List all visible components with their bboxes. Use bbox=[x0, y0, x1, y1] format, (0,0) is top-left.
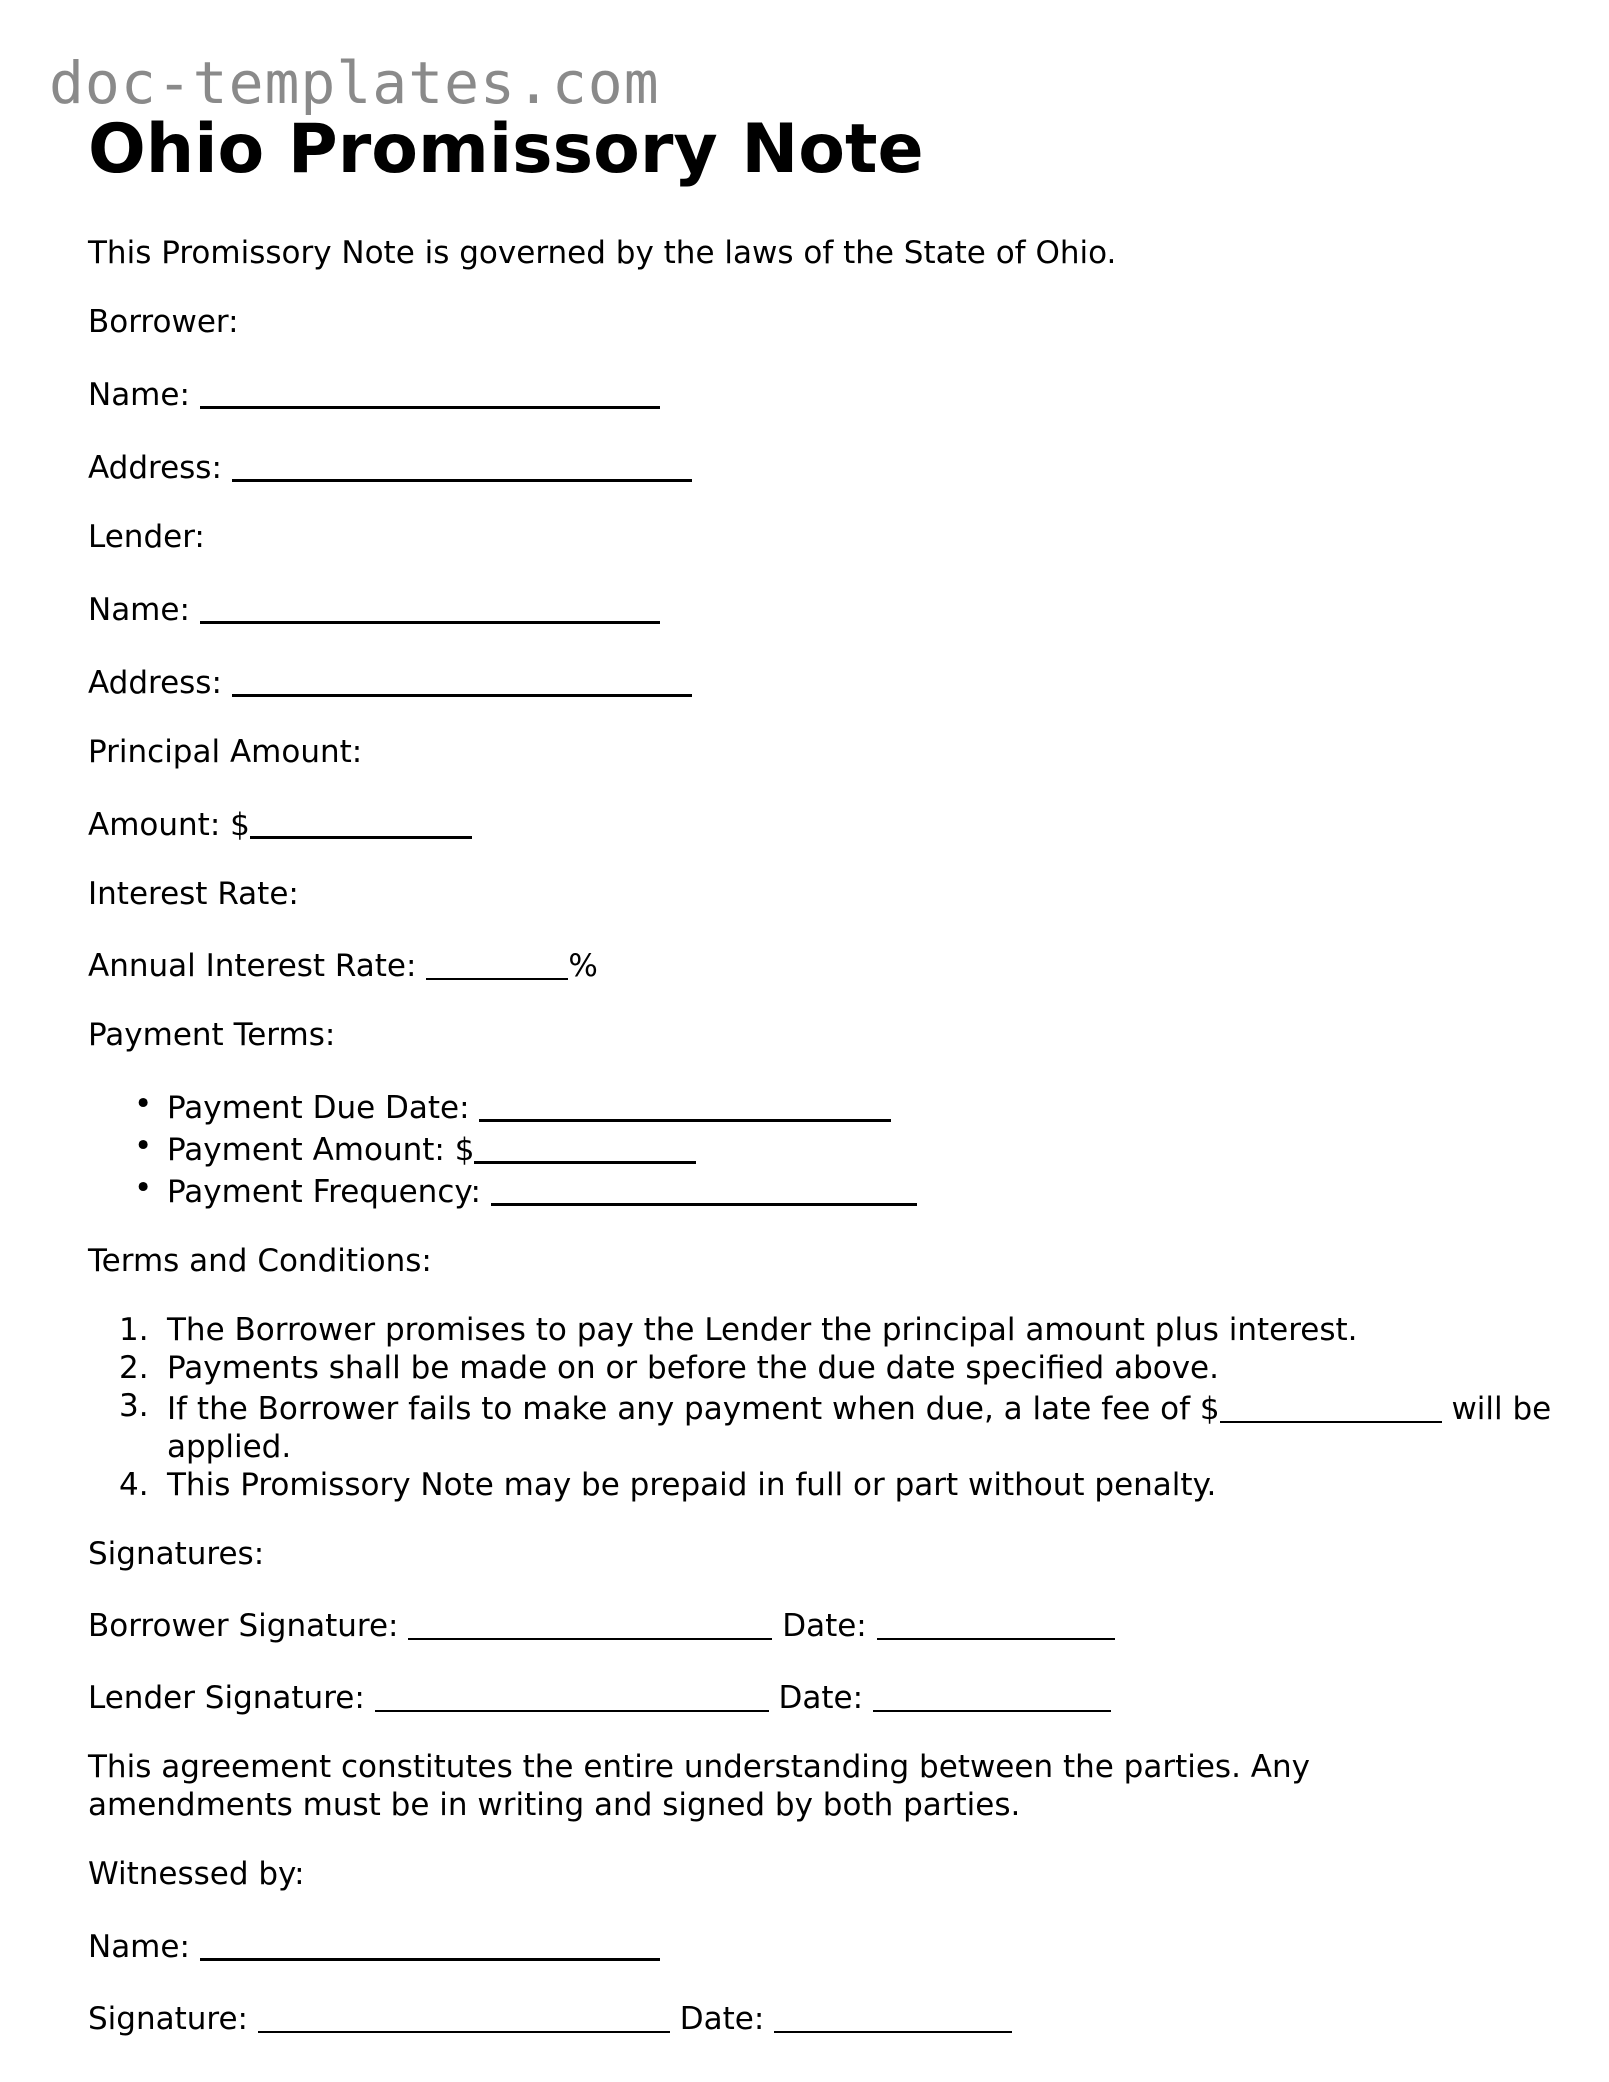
witness-signature-row bbox=[88, 1997, 1528, 2038]
borrower-name-label: Name: bbox=[88, 377, 190, 413]
borrower-date-field[interactable] bbox=[877, 1608, 1115, 1640]
lender-date-label: Date: bbox=[778, 1680, 864, 1716]
document bbox=[88, 108, 1552, 2038]
payment-frequency-label: Payment Frequency: bbox=[167, 1174, 481, 1210]
term-text-before: If the Borrower fails to make any payment when due, a late fee of $ bbox=[167, 1391, 1220, 1427]
agreement-text: This agreement constitutes the entire understanding between the parties. Any amendments must be in writing and signed by both parties. bbox=[88, 1749, 1310, 1823]
interest-heading: Interest Rate: bbox=[88, 876, 299, 912]
witness-heading: Witnessed by: bbox=[88, 1856, 305, 1892]
interest-rate-field[interactable] bbox=[426, 948, 568, 980]
lender-name-label: Name: bbox=[88, 592, 190, 628]
term-text: Payments shall be made on or before the due date specified above. bbox=[167, 1350, 1219, 1386]
lender-address-label: Address: bbox=[88, 665, 222, 701]
bullet: • bbox=[134, 1086, 153, 1122]
item-number: 2. bbox=[119, 1350, 149, 1386]
borrower-address-label: Address: bbox=[88, 450, 222, 486]
lender-address-field[interactable] bbox=[232, 664, 692, 697]
borrower-address-field[interactable] bbox=[232, 449, 692, 482]
list-item bbox=[119, 1311, 1528, 1349]
borrower-signature-field[interactable] bbox=[408, 1608, 772, 1640]
lender-name-row bbox=[88, 587, 1528, 629]
list-item bbox=[134, 1085, 1528, 1127]
payment-due-date-field[interactable] bbox=[479, 1089, 891, 1122]
borrower-signature-row bbox=[88, 1604, 1528, 1645]
witness-name-field[interactable] bbox=[200, 1928, 660, 1961]
term-text-after: will be applied. bbox=[167, 1391, 1552, 1465]
lender-address-row bbox=[88, 660, 1528, 702]
intro-text: This Promissory Note is governed by the laws of the State of Ohio. bbox=[88, 235, 1117, 271]
list-item bbox=[119, 1466, 1528, 1504]
payment-heading: Payment Terms: bbox=[88, 1017, 336, 1053]
witness-signature-field[interactable] bbox=[258, 2001, 670, 2033]
item-number: 3. bbox=[119, 1388, 149, 1424]
payment-amount-label: Payment Amount: $ bbox=[167, 1132, 475, 1168]
signatures-heading: Signatures: bbox=[88, 1536, 265, 1572]
page-title: Ohio Promissory Note bbox=[88, 110, 924, 189]
term-text: The Borrower promises to pay the Lender the principal amount plus interest. bbox=[167, 1312, 1358, 1348]
borrower-name-field[interactable] bbox=[200, 376, 660, 409]
lender-signature-field[interactable] bbox=[375, 1680, 769, 1712]
borrower-name-row bbox=[88, 372, 1528, 414]
item-number: 4. bbox=[119, 1467, 149, 1503]
principal-heading: Principal Amount: bbox=[88, 734, 363, 770]
payment-due-date-label: Payment Due Date: bbox=[167, 1090, 470, 1126]
percent-sign: % bbox=[568, 948, 598, 984]
borrower-date-label: Date: bbox=[782, 1608, 867, 1644]
list-item bbox=[119, 1349, 1528, 1387]
borrower-address-row bbox=[88, 445, 1528, 487]
principal-amount-field[interactable] bbox=[250, 806, 472, 839]
witness-date-field[interactable] bbox=[774, 2001, 1012, 2033]
witness-name-label: Name: bbox=[88, 1929, 190, 1965]
borrower-heading: Borrower: bbox=[88, 304, 239, 340]
lender-signature-label: Lender Signature: bbox=[88, 1680, 365, 1716]
witness-date-label: Date: bbox=[679, 2001, 765, 2037]
lender-signature-row bbox=[88, 1676, 1528, 1717]
item-number: 1. bbox=[119, 1312, 149, 1348]
lender-date-field[interactable] bbox=[873, 1680, 1111, 1712]
terms-heading: Terms and Conditions: bbox=[88, 1243, 432, 1279]
watermark: doc-templates.com bbox=[49, 49, 660, 117]
list-item bbox=[134, 1127, 1528, 1169]
witness-signature-label: Signature: bbox=[88, 2001, 248, 2037]
bullet: • bbox=[134, 1128, 153, 1164]
payment-amount-field[interactable] bbox=[474, 1131, 696, 1164]
payment-frequency-field[interactable] bbox=[491, 1173, 917, 1206]
bullet: • bbox=[134, 1170, 153, 1206]
interest-rate-row bbox=[88, 944, 1528, 985]
payment-terms-list bbox=[88, 1085, 1528, 1211]
borrower-signature-label: Borrower Signature: bbox=[88, 1608, 399, 1644]
term-text: This Promissory Note may be prepaid in full or part without penalty. bbox=[167, 1467, 1217, 1503]
principal-amount-row bbox=[88, 802, 1528, 844]
lender-heading: Lender: bbox=[88, 519, 205, 555]
lender-name-field[interactable] bbox=[200, 591, 660, 624]
witness-name-row bbox=[88, 1924, 1528, 1966]
interest-rate-label: Annual Interest Rate: bbox=[88, 948, 417, 984]
principal-amount-label: Amount: $ bbox=[88, 807, 250, 843]
list-item bbox=[134, 1169, 1528, 1211]
list-item bbox=[119, 1387, 1609, 1466]
terms-list bbox=[88, 1311, 1552, 1504]
late-fee-field[interactable] bbox=[1220, 1391, 1442, 1423]
